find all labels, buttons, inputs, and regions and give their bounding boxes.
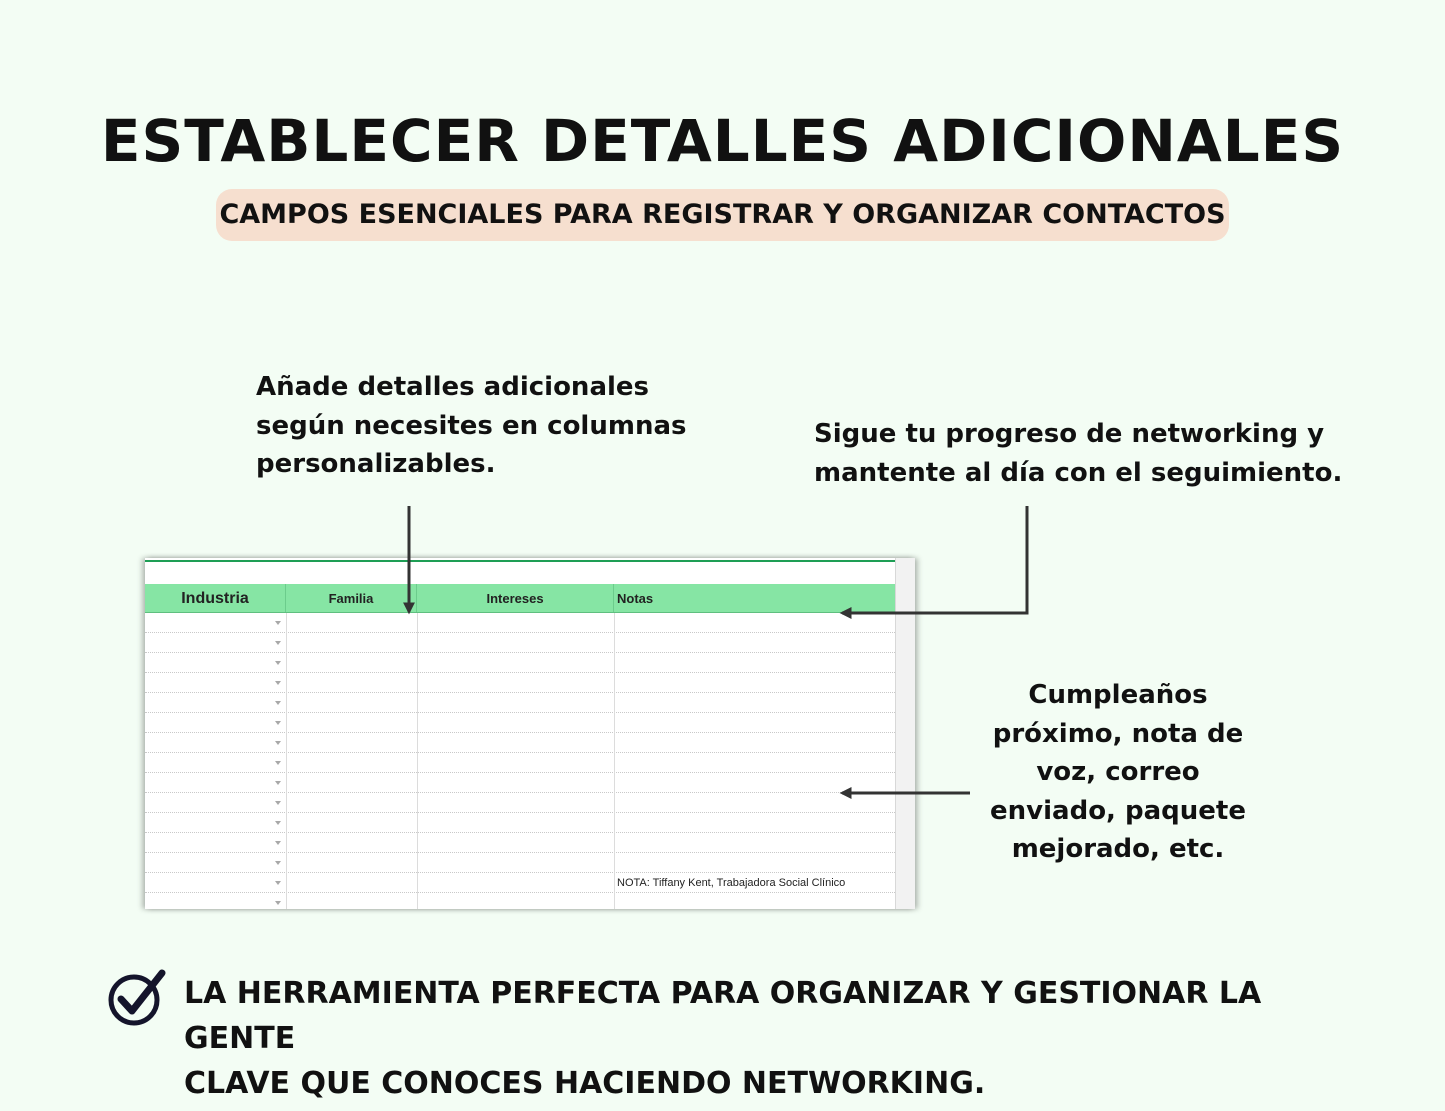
dropdown-caret-icon[interactable] bbox=[275, 681, 281, 685]
callout-line: Añade detalles adicionales bbox=[256, 372, 650, 402]
callout-custom-columns bbox=[256, 368, 696, 484]
sheet-header-row bbox=[145, 584, 895, 613]
sheet-scroll-edge bbox=[895, 558, 915, 909]
column-divider bbox=[614, 613, 615, 909]
dropdown-caret-icon[interactable] bbox=[275, 801, 281, 805]
dropdown-caret-icon[interactable] bbox=[275, 621, 281, 625]
footer-line: CLAVE QUE CONOCES HACIENDO NETWORKING. bbox=[184, 1066, 986, 1101]
table-row[interactable] bbox=[145, 693, 895, 713]
callout-line: mejorado, etc. bbox=[1011, 834, 1225, 864]
footer-tagline bbox=[184, 971, 1364, 1106]
notas-cell[interactable]: NOTA: Tiffany Kent, Trabajadora Social Clínico bbox=[617, 877, 846, 889]
table-row[interactable] bbox=[145, 633, 895, 653]
dropdown-caret-icon[interactable] bbox=[275, 661, 281, 665]
column-header-intereses[interactable]: Intereses bbox=[417, 584, 614, 612]
column-divider bbox=[286, 613, 287, 909]
table-row[interactable] bbox=[145, 813, 895, 833]
callout-line: enviado, paquete bbox=[990, 795, 1246, 826]
callout-line: Cumpleaños bbox=[1028, 680, 1208, 710]
footer-line: LA HERRAMIENTA PERFECTA PARA ORGANIZAR Y GESTIONAR LA GENTE bbox=[184, 976, 1262, 1056]
table-row[interactable] bbox=[145, 853, 895, 873]
dropdown-caret-icon[interactable] bbox=[275, 781, 281, 785]
callout-examples bbox=[980, 676, 1256, 869]
column-header-notas[interactable]: Notas bbox=[617, 591, 654, 606]
dropdown-caret-icon[interactable] bbox=[275, 821, 281, 825]
table-row[interactable] bbox=[145, 773, 895, 793]
callout-line: según necesites en columnas bbox=[256, 410, 687, 441]
dropdown-caret-icon[interactable] bbox=[275, 861, 281, 865]
callout-line: voz, correo bbox=[1036, 757, 1200, 787]
callout-line: Sigue tu progreso de networking y bbox=[814, 419, 1325, 449]
column-divider bbox=[417, 613, 418, 909]
callout-progress bbox=[814, 415, 1343, 492]
table-row[interactable] bbox=[145, 873, 895, 893]
column-header-familia[interactable]: Familia bbox=[286, 584, 417, 612]
dropdown-caret-icon[interactable] bbox=[275, 741, 281, 745]
dropdown-caret-icon[interactable] bbox=[275, 901, 281, 905]
table-row[interactable] bbox=[145, 653, 895, 673]
dropdown-caret-icon[interactable] bbox=[275, 881, 281, 885]
table-row[interactable] bbox=[145, 613, 895, 633]
subtitle-badge: CAMPOS ESENCIALES PARA REGISTRAR Y ORGANIZAR CONTACTOS bbox=[216, 189, 1229, 241]
dropdown-caret-icon[interactable] bbox=[275, 641, 281, 645]
table-row[interactable] bbox=[145, 793, 895, 813]
column-header-industria[interactable]: Industria bbox=[145, 584, 286, 612]
dropdown-caret-icon[interactable] bbox=[275, 841, 281, 845]
sheet-top-border bbox=[145, 560, 905, 562]
page-title: ESTABLECER DETALLES ADICIONALES bbox=[100, 107, 1345, 175]
table-row[interactable] bbox=[145, 733, 895, 753]
callout-line: próximo, nota de bbox=[992, 718, 1244, 749]
check-circle-icon bbox=[104, 968, 168, 1028]
table-row[interactable] bbox=[145, 673, 895, 693]
dropdown-caret-icon[interactable] bbox=[275, 701, 281, 705]
table-row[interactable] bbox=[145, 753, 895, 773]
table-row[interactable] bbox=[145, 893, 895, 909]
spreadsheet-screenshot bbox=[145, 558, 915, 909]
dropdown-caret-icon[interactable] bbox=[275, 761, 281, 765]
table-row[interactable] bbox=[145, 833, 895, 853]
callout-line: personalizables. bbox=[256, 449, 496, 479]
dropdown-caret-icon[interactable] bbox=[275, 721, 281, 725]
callout-line: mantente al día con el seguimiento. bbox=[814, 457, 1343, 488]
table-row[interactable] bbox=[145, 713, 895, 733]
